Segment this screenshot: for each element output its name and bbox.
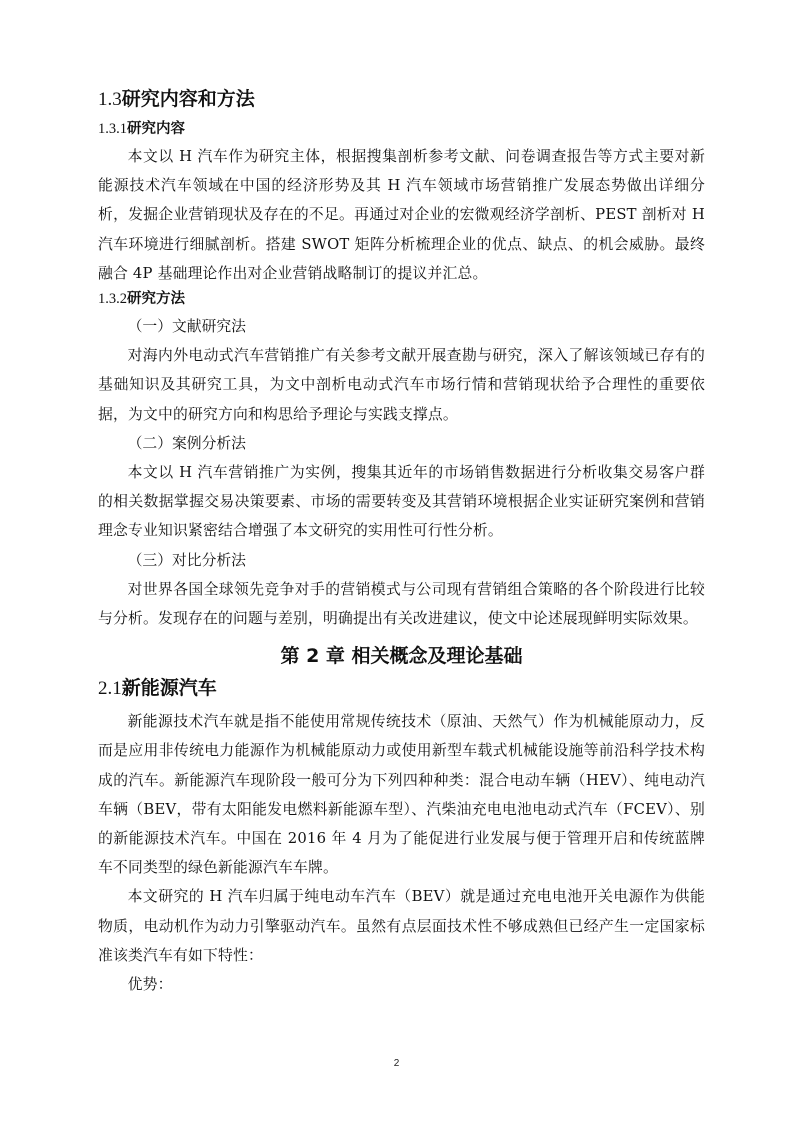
section-title: 新能源汽车 — [121, 677, 217, 700]
method-heading-literature: （一）文献研究法 — [127, 318, 246, 336]
section-heading-1-3-2 — [98, 288, 705, 310]
page-number: 2 — [393, 1058, 400, 1069]
section-heading-1-3 — [98, 86, 705, 113]
section-number: 2.1 — [98, 678, 122, 700]
paragraph-nev-definition: 新能源技术汽车就是指不能使用常规传统技术（原油、天然气）作为机械能原动力，反而是应用非传统电力能源作为机械能原动力或使用新型车载式机械能设施等前沿科学技术构成的汽车。新能源汽车现阶段一般可分为下列四种种类：混合电动车辆（HEV）、纯电动汽车辆（BEV，带有太阳能发电燃料新能源车型）、汽柴油充电电池电动式汽车（FCEV）、别的新能源技术汽车。中国在 2016 年 4 月为了能促进行业发展与便于管理开启和传统蓝牌车不同类型的绿色新能源汽车车牌。 — [98, 713, 705, 877]
section-number: 1.3.1 — [98, 121, 127, 137]
section-number: 1.3 — [98, 89, 122, 110]
section-title: 研究方法 — [127, 291, 185, 308]
paragraph-literature-method: 对海内外电动式汽车营销推广有关参考文献开展查勘与研究，深入了解该领域已存有的基础知识及其研究工具，为文中剖析电动式汽车市场行情和营销现状给予合理性的重要依据，为文中的研究方向和构思给予理论与实践支撑点。 — [98, 347, 705, 423]
section-title: 研究内容和方法 — [121, 88, 255, 110]
paragraph-comparison-method: 对世界各国全球领先竞争对手的营销模式与公司现有营销组合策略的各个阶段进行比较与分析。发现存在的问题与差别，明确提出有关改进建议，使文中论述展现鲜明实际效果。 — [98, 580, 705, 628]
section-title: 研究内容 — [127, 121, 185, 137]
section-number: 1.3.2 — [98, 291, 127, 308]
paragraph-advantages-label: 优势： — [127, 976, 173, 994]
section-heading-2-1 — [98, 675, 705, 702]
paragraph-case-study-method: 本文以 H 汽车营销推广为实例，搜集其近年的市场销售数据进行分析收集交易客户群的相关数据掌握交易决策要素、市场的需要转变及其营销环境根据企业实证研究案例和营销理念专业知识紧密结合增强了本文研究的实用性可行性分析。 — [98, 464, 705, 540]
paragraph-research-content: 本文以 H 汽车作为研究主体，根据搜集剖析参考文献、问卷调查报告等方式主要对新能源技术汽车领域在中国的经济形势及其 H 汽车领域市场营销推广发展态势做出详细分析，发掘企业营销现状及存在的不足。再通过对企业的宏微观经济学剖析、PEST 剖析对 H 汽车环境进行细腻剖析。搭建 SWOT 矩阵分析梳理企业的优点、缺点、的机会威胁。最终融合 4P 基础理论作出对企业营销战略制订的提议并汇总。 — [98, 148, 705, 282]
method-heading-comparison: （三）对比分析法 — [127, 551, 246, 569]
method-heading-case-study: （二）案例分析法 — [127, 434, 246, 452]
paragraph-bev-description: 本文研究的 H 汽车归属于纯电动车汽车（BEV）就是通过充电电池开关电源作为供能物质，电动机作为动力引擎驱动汽车。虽然有点层面技术性不够成熟但已经产生一定国家标准该类汽车有如下特性： — [98, 888, 705, 964]
section-heading-1-3-1 — [98, 118, 705, 140]
chapter-heading: 第 2 章 相关概念及理论基础 — [280, 645, 523, 668]
